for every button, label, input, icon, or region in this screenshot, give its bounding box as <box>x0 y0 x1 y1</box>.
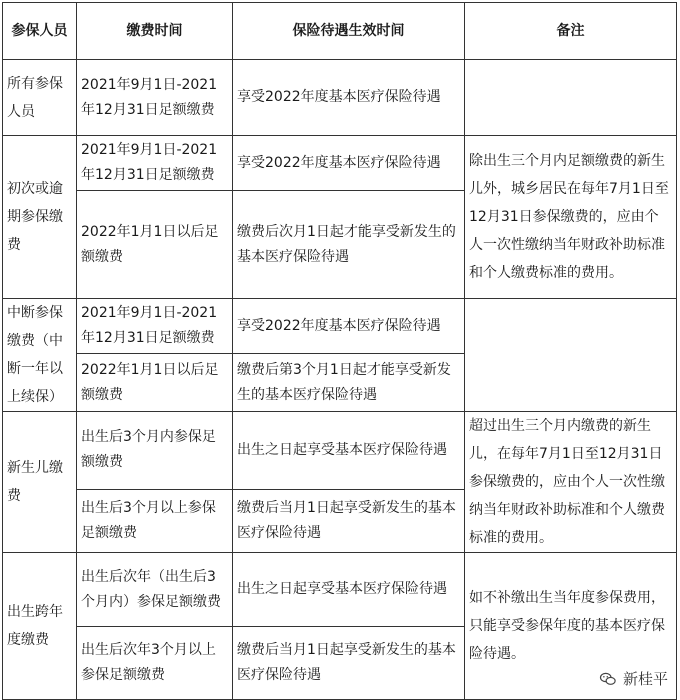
header-effective-time: 保险待遇生效时间 <box>233 3 465 60</box>
group-newborn: 新生儿缴费 <box>3 412 77 553</box>
effective-time-cell: 出生之日起享受基本医疗保险待遇 <box>233 553 465 627</box>
effective-time-cell: 缴费后第3个月1日起才能享受新发生的基本医疗保险待遇 <box>233 354 465 412</box>
watermark <box>595 666 672 691</box>
group-cross-year-birth: 出生跨年度缴费 <box>3 553 77 700</box>
pay-time-cell: 出生后次年（出生后3个月内）参保足额缴费 <box>77 553 233 627</box>
watermark-text: 新桂平 <box>622 670 668 688</box>
pay-time-cell: 2021年9月1日-2021年12月31日足额缴费 <box>77 299 233 354</box>
pay-time-cell: 2021年9月1日-2021年12月31日足额缴费 <box>77 136 233 191</box>
effective-time-cell: 出生之日起享受基本医疗保险待遇 <box>233 412 465 490</box>
effective-time-cell: 享受2022年度基本医疗保险待遇 <box>233 136 465 191</box>
group-first-or-overdue: 初次或逾期参保缴费 <box>3 136 77 299</box>
effective-time-cell: 缴费后当月1日起享受新发生的基本医疗保险待遇 <box>233 489 465 552</box>
effective-time-cell: 缴费后次月1日起才能享受新发生的基本医疗保险待遇 <box>233 191 465 299</box>
pay-time-cell: 2022年1月1日以后足额缴费 <box>77 191 233 299</box>
wechat-icon <box>599 670 617 688</box>
pay-time-cell: 出生后次年3个月以上参保足额缴费 <box>77 627 233 700</box>
insurance-table <box>2 2 677 700</box>
effective-time-cell: 享受2022年度基本医疗保险待遇 <box>233 60 465 136</box>
pay-time-cell: 出生后3个月内参保足额缴费 <box>77 412 233 490</box>
effective-time-cell: 缴费后当月1日起享受新发生的基本医疗保险待遇 <box>233 627 465 700</box>
effective-time-cell: 享受2022年度基本医疗保险待遇 <box>233 299 465 354</box>
header-person: 参保人员 <box>3 3 77 60</box>
remark-cell <box>465 299 677 412</box>
pay-time-cell: 出生后3个月以上参保足额缴费 <box>77 489 233 552</box>
group-interrupted: 中断参保缴费（中断一年以上续保） <box>3 299 77 412</box>
group-all: 所有参保人员 <box>3 60 77 136</box>
header-remark: 备注 <box>465 3 677 60</box>
pay-time-cell: 2021年9月1日-2021年12月31日足额缴费 <box>77 60 233 136</box>
header-pay-time: 缴费时间 <box>77 3 233 60</box>
pay-time-cell: 2022年1月1日以后足额缴费 <box>77 354 233 412</box>
remark-cell: 如不补缴出生当年度参保费用，只能享受参保年度的基本医疗保险待遇。 <box>465 553 677 700</box>
remark-cell: 除出生三个月内足额缴费的新生儿外，城乡居民在每年7月1日至12月31日参保缴费的，应由个人一次性缴纳当年财政补助标准和个人缴费标准的费用。 <box>465 136 677 299</box>
remark-cell <box>465 60 677 136</box>
remark-cell: 超过出生三个月内缴费的新生儿，在每年7月1日至12月31日参保缴费的，应由个人一次性缴纳当年财政补助标准和个人缴费标准的费用。 <box>465 412 677 553</box>
